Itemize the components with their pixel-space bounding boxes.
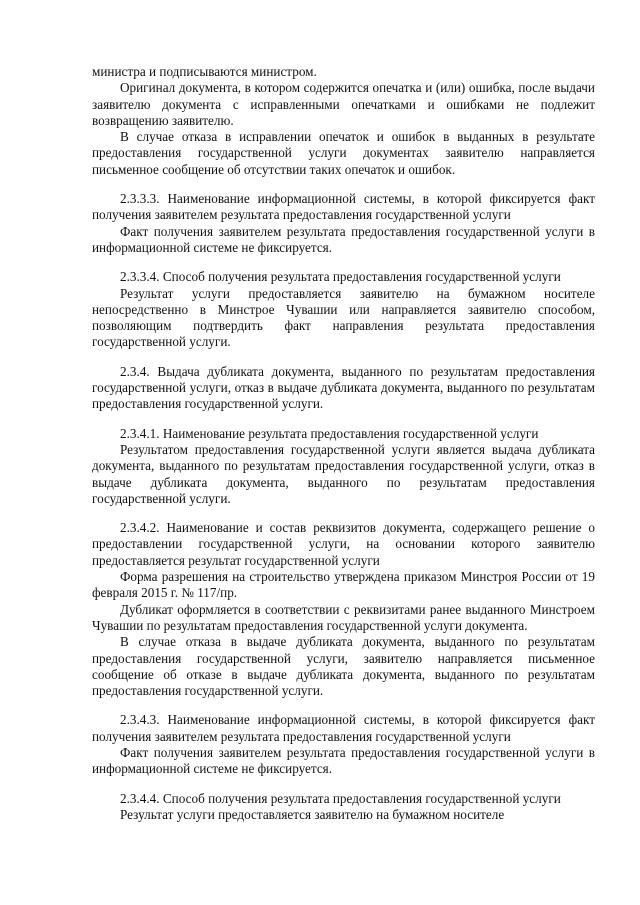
section-heading: 2.3.4. Выдача дубликата документа, выданного по результатам предоставления государственной услуги, отказ в выдаче дубликата документа, выданного по результатам предоставления государственной услуги. (92, 363, 595, 412)
paragraph: министра и подписываются министром. (92, 64, 317, 79)
paragraph: Факт получения заявителем результата предоставления государственной услуги в информационной системе не фиксируется. (92, 223, 595, 255)
paragraph: В случае отказа в исправлении опечаток и ошибок в выданных в результате предоставления государственной услуги документах заявителю направляется письменное сообщение об отсутствии таких опечаток и ошибок. (92, 129, 595, 177)
paragraph: Результатом предоставления государственной услуги является выдача дубликата документа, выданного по результатам предоставления государственной услуги, отказ в выдаче дубликата документа, выданного по результатам предоставления государственной услуги. (92, 441, 595, 506)
section-heading: 2.3.3.3. Наименование информационной системы, в которой фиксируется факт получения заявителем результата предоставления государственной услуги (92, 191, 595, 223)
section-heading: 2.3.4.1. Наименование результата предоставления государственной услуги (120, 425, 539, 441)
paragraph: Оригинал документа, в котором содержится опечатка и (или) ошибка, после выдачи заявителю документа с исправленными опечатками и ошибками не подлежит возвращению заявителю. (92, 80, 595, 128)
paragraph: В случае отказа в выдаче дубликата документа, выданного по результатам предоставления государственной услуги, заявителю направляется письменное сообщение об отказе в выдаче дубликата документа, выданного по результатам предоставления государственной услуги. (92, 634, 595, 699)
paragraph: Форма разрешения на строительство утверждена приказом Минстроя России от 19 февраля 2015 г. № 117/пр. (92, 569, 595, 601)
paragraph: Дубликат оформляется в соответствии с реквизитами ранее выданного Минстроем Чувашии по результатам предоставления государственной услуги документа. (92, 601, 595, 633)
paragraph: Результат услуги предоставляется заявителю на бумажном носителе (120, 806, 505, 822)
section-heading: 2.3.4.2. Наименование и состав реквизитов документа, содержащего решение о предоставлении государственной услуги, на основании которого заявителю предоставляется результат государственной услуги (92, 520, 595, 568)
section-heading: 2.3.4.3. Наименование информационной системы, в которой фиксируется факт получения заявителем результата предоставления государственной услуги (92, 712, 595, 744)
section-heading: 2.3.3.4. Способ получения результата предоставления государственной услуги (120, 269, 561, 285)
document-page (92, 64, 595, 823)
paragraph: Факт получения заявителем результата предоставления государственной услуги в информационной системе не фиксируется. (92, 744, 595, 777)
section-heading: 2.3.4.4. Способ получения результата предоставления государственной услуги (120, 790, 561, 806)
paragraph: Результат услуги предоставляется заявителю на бумажном носителе непосредственно в Минстрое Чувашии или направляется заявителю способом, позволяющим подтвердить факт направления результата предоставления государственной услуги. (92, 285, 595, 350)
